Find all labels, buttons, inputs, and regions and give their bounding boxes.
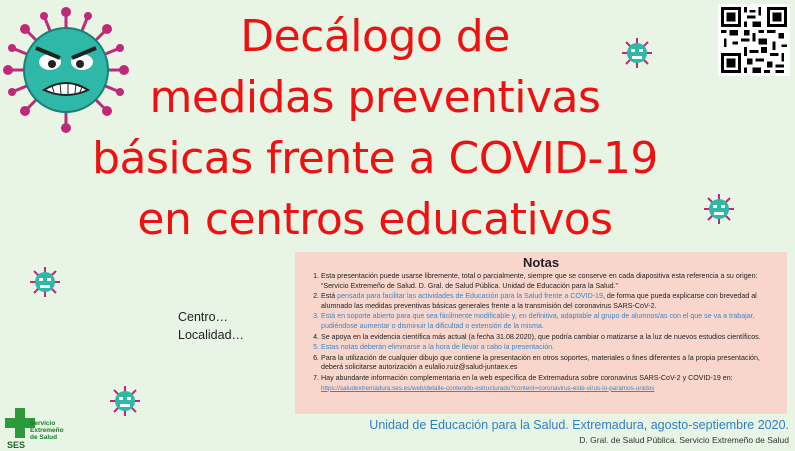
note-2-text-a: Está xyxy=(321,292,338,301)
footer-unit: Unidad de Educación para la Salud. Extremadura, agosto-septiembre 2020. xyxy=(369,418,789,432)
qr-code-icon xyxy=(718,4,790,76)
title-line-4: en centros educativos xyxy=(137,194,613,245)
ses-line-1: Servicio xyxy=(30,420,56,427)
note-1 xyxy=(321,272,781,291)
note-7-link[interactable]: https://saludextremadura.ses.es/web/detalle-contenido-estructurado?content=coronavirus-este-virus-lo-paramos-unidos xyxy=(321,384,655,392)
virus-icon xyxy=(108,384,142,418)
note-6-text: Para la utilización de cualquier dibujo que contiene la presentación en otros soportes, materiales o fines diferentes a la propia presentación, deberá solicitarse autorización a eulalio.ruiz@salud-juntaex.es xyxy=(321,353,760,372)
note-1-text: Esta presentación puede usarse libremente, total o parcialmente, siempre que se conserve en cada diapositiva esta referencia a su origen: “Servicio Extremeño de Salud. D. Gral. de Salud Pública. Unidad de Educación para la Salud.” xyxy=(321,272,758,290)
school-info xyxy=(178,308,244,344)
note-2 xyxy=(321,292,781,311)
ses-line-3: de Salud xyxy=(30,434,58,441)
note-3 xyxy=(321,312,781,331)
note-5 xyxy=(321,343,781,353)
localidad-label: Localidad… xyxy=(178,328,245,342)
notes-panel xyxy=(295,252,787,414)
note-2-text-b: pensada para facilitar las actividades de Educación para la Salud frente a COVID-19 xyxy=(337,292,603,301)
centro-label: Centro… xyxy=(178,310,229,324)
note-7 xyxy=(321,374,781,393)
note-5-text: Estas notas deberán eliminarse a la hora de llevar a cabo la presentación. xyxy=(321,343,555,352)
note-2-text-c: , de forma que pueda explicarse con brevedad al alumnado las medidas preventivas básicas generales frente a la transmisión del coronavirus SARS-CoV-2. xyxy=(321,292,757,310)
note-7-text: Hay abundante información complementaria en la web específica de Extremadura sobre coronavirus SARS-CoV-2 y COVID-19 en: xyxy=(321,373,733,382)
footer-org: D. Gral. de Salud Pública. Servicio Extremeño de Salud xyxy=(579,435,789,445)
title-line-1: Decálogo de xyxy=(240,11,510,62)
ses-abbr: SES xyxy=(7,440,26,450)
ses-line-2: Extremeño xyxy=(30,427,64,434)
ses-logo-text xyxy=(30,420,64,441)
notes-heading: Notas xyxy=(522,255,560,270)
virus-icon xyxy=(620,36,654,70)
title-line-2: medidas preventivas xyxy=(149,72,601,123)
notes-list xyxy=(295,272,787,393)
note-6 xyxy=(321,354,781,373)
angry-virus-icon xyxy=(2,6,130,134)
note-3-text: Está en soporte abierto para que sea fácilmente modificable y, en definitiva, adaptable al grupo de alumnos/as con el que se va a trabajar, pudiéndose aumentar o disminuir la dificultad o extensión de la misma. xyxy=(321,312,755,330)
note-4 xyxy=(321,333,781,343)
virus-icon xyxy=(702,192,736,226)
slide-title xyxy=(60,6,690,250)
note-4-text: Se apoya en la evidencia científica más actual (a fecha 31.08.2020), que podría cambiar o matizarse a la luz de nuevos estudios científicos. xyxy=(321,332,761,341)
title-line-3: básicas frente a COVID-19 xyxy=(92,133,658,184)
virus-icon xyxy=(28,265,62,299)
